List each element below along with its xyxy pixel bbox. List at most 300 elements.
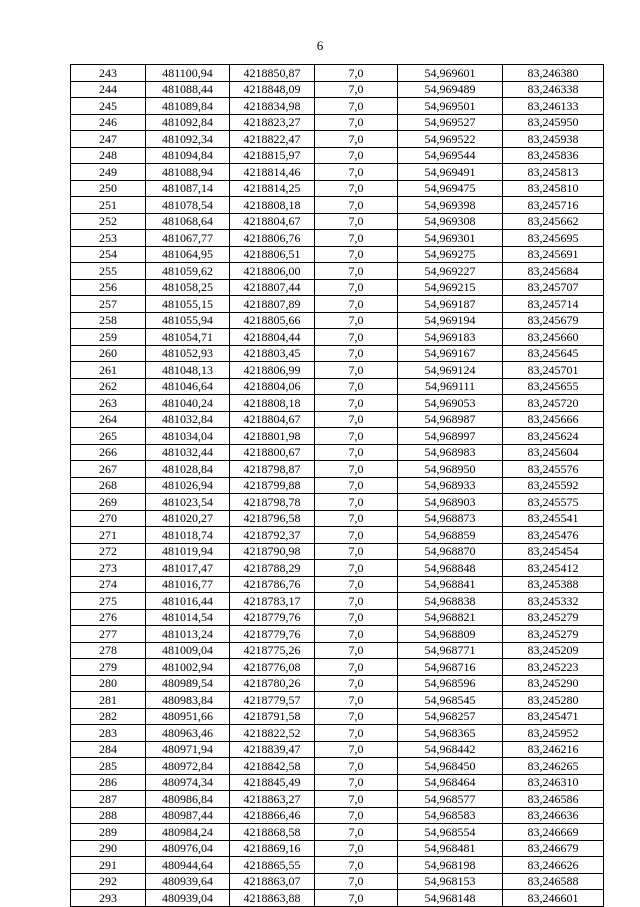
table-row — [71, 824, 604, 841]
y-coordinate-cell: 4218801,98 — [230, 428, 315, 445]
point-number-cell: 285 — [71, 758, 146, 775]
height-cell: 7,0 — [315, 362, 398, 379]
height-cell: 7,0 — [315, 114, 398, 131]
latitude-cell: 54,969111 — [398, 378, 503, 395]
longitude-cell: 83,245541 — [503, 510, 604, 527]
longitude-cell: 83,246310 — [503, 774, 604, 791]
x-coordinate-cell: 481078,54 — [146, 197, 230, 214]
table-row — [71, 395, 604, 412]
height-cell: 7,0 — [315, 296, 398, 313]
table-row — [71, 114, 604, 131]
height-cell: 7,0 — [315, 560, 398, 577]
height-cell: 7,0 — [315, 857, 398, 874]
point-number-cell: 267 — [71, 461, 146, 478]
point-number-cell: 259 — [71, 329, 146, 346]
x-coordinate-cell: 481088,94 — [146, 164, 230, 181]
table-row — [71, 527, 604, 544]
longitude-cell: 83,245810 — [503, 180, 604, 197]
y-coordinate-cell: 4218780,26 — [230, 675, 315, 692]
longitude-cell: 83,245952 — [503, 725, 604, 742]
x-coordinate-cell: 481046,64 — [146, 378, 230, 395]
y-coordinate-cell: 4218839,47 — [230, 741, 315, 758]
latitude-cell: 54,969187 — [398, 296, 503, 313]
x-coordinate-cell: 481016,77 — [146, 576, 230, 593]
longitude-cell: 83,245279 — [503, 626, 604, 643]
latitude-cell: 54,969308 — [398, 213, 503, 230]
y-coordinate-cell: 4218803,45 — [230, 345, 315, 362]
table-row — [71, 197, 604, 214]
height-cell: 7,0 — [315, 98, 398, 115]
height-cell: 7,0 — [315, 246, 398, 263]
y-coordinate-cell: 4218796,58 — [230, 510, 315, 527]
y-coordinate-cell: 4218792,37 — [230, 527, 315, 544]
point-number-cell: 264 — [71, 411, 146, 428]
y-coordinate-cell: 4218790,98 — [230, 543, 315, 560]
longitude-cell: 83,246679 — [503, 840, 604, 857]
y-coordinate-cell: 4218807,44 — [230, 279, 315, 296]
table-row — [71, 708, 604, 725]
y-coordinate-cell: 4218823,27 — [230, 114, 315, 131]
x-coordinate-cell: 481055,94 — [146, 312, 230, 329]
y-coordinate-cell: 4218804,67 — [230, 213, 315, 230]
longitude-cell: 83,246216 — [503, 741, 604, 758]
x-coordinate-cell: 480939,64 — [146, 873, 230, 890]
longitude-cell: 83,245836 — [503, 147, 604, 164]
latitude-cell: 54,968596 — [398, 675, 503, 692]
y-coordinate-cell: 4218808,18 — [230, 197, 315, 214]
latitude-cell: 54,968983 — [398, 444, 503, 461]
longitude-cell: 83,245714 — [503, 296, 604, 313]
latitude-cell: 54,968903 — [398, 494, 503, 511]
y-coordinate-cell: 4218806,99 — [230, 362, 315, 379]
longitude-cell: 83,245332 — [503, 593, 604, 610]
longitude-cell: 83,245223 — [503, 659, 604, 676]
y-coordinate-cell: 4218866,46 — [230, 807, 315, 824]
x-coordinate-cell: 481054,71 — [146, 329, 230, 346]
x-coordinate-cell: 481014,54 — [146, 609, 230, 626]
table-row — [71, 362, 604, 379]
y-coordinate-cell: 4218779,57 — [230, 692, 315, 709]
x-coordinate-cell: 480944,64 — [146, 857, 230, 874]
point-number-cell: 257 — [71, 296, 146, 313]
y-coordinate-cell: 4218807,89 — [230, 296, 315, 313]
longitude-cell: 83,245576 — [503, 461, 604, 478]
latitude-cell: 54,968198 — [398, 857, 503, 874]
y-coordinate-cell: 4218806,51 — [230, 246, 315, 263]
height-cell: 7,0 — [315, 675, 398, 692]
latitude-cell: 54,968933 — [398, 477, 503, 494]
point-number-cell: 247 — [71, 131, 146, 148]
y-coordinate-cell: 4218868,58 — [230, 824, 315, 841]
x-coordinate-cell: 481088,44 — [146, 81, 230, 98]
table-row — [71, 444, 604, 461]
latitude-cell: 54,969489 — [398, 81, 503, 98]
latitude-cell: 54,968987 — [398, 411, 503, 428]
table-row — [71, 873, 604, 890]
x-coordinate-cell: 480987,44 — [146, 807, 230, 824]
height-cell: 7,0 — [315, 642, 398, 659]
latitude-cell: 54,968716 — [398, 659, 503, 676]
point-number-cell: 243 — [71, 65, 146, 82]
height-cell: 7,0 — [315, 213, 398, 230]
point-number-cell: 291 — [71, 857, 146, 874]
point-number-cell: 279 — [71, 659, 146, 676]
x-coordinate-cell: 481092,34 — [146, 131, 230, 148]
table-row — [71, 98, 604, 115]
y-coordinate-cell: 4218804,06 — [230, 378, 315, 395]
longitude-cell: 83,245716 — [503, 197, 604, 214]
longitude-cell: 83,246601 — [503, 890, 604, 907]
x-coordinate-cell: 481023,54 — [146, 494, 230, 511]
x-coordinate-cell: 480951,66 — [146, 708, 230, 725]
y-coordinate-cell: 4218788,29 — [230, 560, 315, 577]
longitude-cell: 83,245720 — [503, 395, 604, 412]
point-number-cell: 252 — [71, 213, 146, 230]
point-number-cell: 276 — [71, 609, 146, 626]
x-coordinate-cell: 481068,64 — [146, 213, 230, 230]
y-coordinate-cell: 4218799,88 — [230, 477, 315, 494]
point-number-cell: 289 — [71, 824, 146, 841]
latitude-cell: 54,969275 — [398, 246, 503, 263]
y-coordinate-cell: 4218804,44 — [230, 329, 315, 346]
point-number-cell: 283 — [71, 725, 146, 742]
longitude-cell: 83,245592 — [503, 477, 604, 494]
x-coordinate-cell: 481016,44 — [146, 593, 230, 610]
table-row — [71, 774, 604, 791]
coordinates-table-body — [71, 65, 604, 907]
y-coordinate-cell: 4218798,78 — [230, 494, 315, 511]
longitude-cell: 83,245701 — [503, 362, 604, 379]
y-coordinate-cell: 4218863,88 — [230, 890, 315, 907]
latitude-cell: 54,968821 — [398, 609, 503, 626]
height-cell: 7,0 — [315, 840, 398, 857]
latitude-cell: 54,968577 — [398, 791, 503, 808]
point-number-cell: 288 — [71, 807, 146, 824]
longitude-cell: 83,245290 — [503, 675, 604, 692]
y-coordinate-cell: 4218808,18 — [230, 395, 315, 412]
latitude-cell: 54,968545 — [398, 692, 503, 709]
longitude-cell: 83,246265 — [503, 758, 604, 775]
x-coordinate-cell: 480976,04 — [146, 840, 230, 857]
point-number-cell: 249 — [71, 164, 146, 181]
table-row — [71, 659, 604, 676]
table-row — [71, 791, 604, 808]
y-coordinate-cell: 4218786,76 — [230, 576, 315, 593]
y-coordinate-cell: 4218822,52 — [230, 725, 315, 742]
table-row — [71, 296, 604, 313]
longitude-cell: 83,245679 — [503, 312, 604, 329]
y-coordinate-cell: 4218842,58 — [230, 758, 315, 775]
table-row — [71, 263, 604, 280]
longitude-cell: 83,245662 — [503, 213, 604, 230]
longitude-cell: 83,245684 — [503, 263, 604, 280]
y-coordinate-cell: 4218804,67 — [230, 411, 315, 428]
x-coordinate-cell: 481019,94 — [146, 543, 230, 560]
longitude-cell: 83,245645 — [503, 345, 604, 362]
latitude-cell: 54,969491 — [398, 164, 503, 181]
height-cell: 7,0 — [315, 428, 398, 445]
longitude-cell: 83,245476 — [503, 527, 604, 544]
y-coordinate-cell: 4218815,97 — [230, 147, 315, 164]
page-number: 6 — [316, 38, 324, 53]
table-row — [71, 131, 604, 148]
x-coordinate-cell: 481017,47 — [146, 560, 230, 577]
point-number-cell: 248 — [71, 147, 146, 164]
x-coordinate-cell: 481018,74 — [146, 527, 230, 544]
longitude-cell: 83,246636 — [503, 807, 604, 824]
table-row — [71, 692, 604, 709]
point-number-cell: 280 — [71, 675, 146, 692]
latitude-cell: 54,968838 — [398, 593, 503, 610]
x-coordinate-cell: 481026,94 — [146, 477, 230, 494]
height-cell: 7,0 — [315, 411, 398, 428]
point-number-cell: 287 — [71, 791, 146, 808]
height-cell: 7,0 — [315, 758, 398, 775]
point-number-cell: 260 — [71, 345, 146, 362]
height-cell: 7,0 — [315, 329, 398, 346]
point-number-cell: 263 — [71, 395, 146, 412]
table-row — [71, 741, 604, 758]
x-coordinate-cell: 481034,04 — [146, 428, 230, 445]
y-coordinate-cell: 4218779,76 — [230, 626, 315, 643]
x-coordinate-cell: 481059,62 — [146, 263, 230, 280]
x-coordinate-cell: 481064,95 — [146, 246, 230, 263]
height-cell: 7,0 — [315, 312, 398, 329]
latitude-cell: 54,969601 — [398, 65, 503, 82]
table-row — [71, 857, 604, 874]
height-cell: 7,0 — [315, 461, 398, 478]
y-coordinate-cell: 4218834,98 — [230, 98, 315, 115]
table-row — [71, 642, 604, 659]
longitude-cell: 83,246380 — [503, 65, 604, 82]
table-row — [71, 329, 604, 346]
x-coordinate-cell: 481032,84 — [146, 411, 230, 428]
table-row — [71, 147, 604, 164]
height-cell: 7,0 — [315, 725, 398, 742]
longitude-cell: 83,245209 — [503, 642, 604, 659]
y-coordinate-cell: 4218806,76 — [230, 230, 315, 247]
x-coordinate-cell: 480971,94 — [146, 741, 230, 758]
point-number-cell: 275 — [71, 593, 146, 610]
table-row — [71, 510, 604, 527]
x-coordinate-cell: 481087,14 — [146, 180, 230, 197]
x-coordinate-cell: 480972,84 — [146, 758, 230, 775]
point-number-cell: 266 — [71, 444, 146, 461]
point-number-cell: 244 — [71, 81, 146, 98]
height-cell: 7,0 — [315, 444, 398, 461]
height-cell: 7,0 — [315, 807, 398, 824]
longitude-cell: 83,246133 — [503, 98, 604, 115]
latitude-cell: 54,969183 — [398, 329, 503, 346]
latitude-cell: 54,968450 — [398, 758, 503, 775]
table-row — [71, 345, 604, 362]
x-coordinate-cell: 480939,04 — [146, 890, 230, 907]
point-number-cell: 284 — [71, 741, 146, 758]
height-cell: 7,0 — [315, 197, 398, 214]
height-cell: 7,0 — [315, 279, 398, 296]
point-number-cell: 281 — [71, 692, 146, 709]
point-number-cell: 268 — [71, 477, 146, 494]
table-row — [71, 725, 604, 742]
height-cell: 7,0 — [315, 345, 398, 362]
longitude-cell: 83,245280 — [503, 692, 604, 709]
point-number-cell: 290 — [71, 840, 146, 857]
point-number-cell: 292 — [71, 873, 146, 890]
y-coordinate-cell: 4218814,25 — [230, 180, 315, 197]
table-row — [71, 494, 604, 511]
y-coordinate-cell: 4218822,47 — [230, 131, 315, 148]
x-coordinate-cell: 481009,04 — [146, 642, 230, 659]
y-coordinate-cell: 4218865,55 — [230, 857, 315, 874]
latitude-cell: 54,968870 — [398, 543, 503, 560]
x-coordinate-cell: 481020,27 — [146, 510, 230, 527]
point-number-cell: 265 — [71, 428, 146, 445]
x-coordinate-cell: 481055,15 — [146, 296, 230, 313]
y-coordinate-cell: 4218869,16 — [230, 840, 315, 857]
longitude-cell: 83,245813 — [503, 164, 604, 181]
y-coordinate-cell: 4218806,00 — [230, 263, 315, 280]
latitude-cell: 54,968464 — [398, 774, 503, 791]
point-number-cell: 250 — [71, 180, 146, 197]
point-number-cell: 245 — [71, 98, 146, 115]
longitude-cell: 83,246586 — [503, 791, 604, 808]
point-number-cell: 251 — [71, 197, 146, 214]
height-cell: 7,0 — [315, 890, 398, 907]
longitude-cell: 83,245454 — [503, 543, 604, 560]
latitude-cell: 54,969475 — [398, 180, 503, 197]
latitude-cell: 54,969527 — [398, 114, 503, 131]
table-row — [71, 378, 604, 395]
table-row — [71, 180, 604, 197]
height-cell: 7,0 — [315, 791, 398, 808]
latitude-cell: 54,969501 — [398, 98, 503, 115]
longitude-cell: 83,245707 — [503, 279, 604, 296]
height-cell: 7,0 — [315, 774, 398, 791]
point-number-cell: 282 — [71, 708, 146, 725]
height-cell: 7,0 — [315, 824, 398, 841]
x-coordinate-cell: 481052,93 — [146, 345, 230, 362]
height-cell: 7,0 — [315, 81, 398, 98]
point-number-cell: 277 — [71, 626, 146, 643]
x-coordinate-cell: 481002,94 — [146, 659, 230, 676]
height-cell: 7,0 — [315, 626, 398, 643]
longitude-cell: 83,245412 — [503, 560, 604, 577]
point-number-cell: 286 — [71, 774, 146, 791]
latitude-cell: 54,968873 — [398, 510, 503, 527]
table-row — [71, 411, 604, 428]
point-number-cell: 293 — [71, 890, 146, 907]
point-number-cell: 255 — [71, 263, 146, 280]
latitude-cell: 54,968257 — [398, 708, 503, 725]
table-row — [71, 81, 604, 98]
point-number-cell: 273 — [71, 560, 146, 577]
y-coordinate-cell: 4218798,87 — [230, 461, 315, 478]
table-row — [71, 626, 604, 643]
x-coordinate-cell: 480983,84 — [146, 692, 230, 709]
latitude-cell: 54,968554 — [398, 824, 503, 841]
height-cell: 7,0 — [315, 395, 398, 412]
point-number-cell: 270 — [71, 510, 146, 527]
point-number-cell: 269 — [71, 494, 146, 511]
table-row — [71, 246, 604, 263]
height-cell: 7,0 — [315, 527, 398, 544]
y-coordinate-cell: 4218805,66 — [230, 312, 315, 329]
height-cell: 7,0 — [315, 494, 398, 511]
height-cell: 7,0 — [315, 180, 398, 197]
height-cell: 7,0 — [315, 593, 398, 610]
latitude-cell: 54,969124 — [398, 362, 503, 379]
latitude-cell: 54,968365 — [398, 725, 503, 742]
longitude-cell: 83,245575 — [503, 494, 604, 511]
height-cell: 7,0 — [315, 510, 398, 527]
table-row — [71, 65, 604, 82]
latitude-cell: 54,968481 — [398, 840, 503, 857]
x-coordinate-cell: 481100,94 — [146, 65, 230, 82]
point-number-cell: 262 — [71, 378, 146, 395]
table-row — [71, 279, 604, 296]
latitude-cell: 54,968148 — [398, 890, 503, 907]
height-cell: 7,0 — [315, 230, 398, 247]
latitude-cell: 54,969301 — [398, 230, 503, 247]
latitude-cell: 54,968809 — [398, 626, 503, 643]
height-cell: 7,0 — [315, 164, 398, 181]
table-row — [71, 560, 604, 577]
longitude-cell: 83,246338 — [503, 81, 604, 98]
y-coordinate-cell: 4218776,08 — [230, 659, 315, 676]
latitude-cell: 54,968442 — [398, 741, 503, 758]
x-coordinate-cell: 481040,24 — [146, 395, 230, 412]
longitude-cell: 83,245666 — [503, 411, 604, 428]
height-cell: 7,0 — [315, 65, 398, 82]
longitude-cell: 83,245938 — [503, 131, 604, 148]
height-cell: 7,0 — [315, 131, 398, 148]
x-coordinate-cell: 481092,84 — [146, 114, 230, 131]
table-row — [71, 543, 604, 560]
longitude-cell: 83,245471 — [503, 708, 604, 725]
table-row — [71, 213, 604, 230]
x-coordinate-cell: 481058,25 — [146, 279, 230, 296]
y-coordinate-cell: 4218791,58 — [230, 708, 315, 725]
y-coordinate-cell: 4218814,46 — [230, 164, 315, 181]
point-number-cell: 253 — [71, 230, 146, 247]
longitude-cell: 83,245950 — [503, 114, 604, 131]
height-cell: 7,0 — [315, 708, 398, 725]
longitude-cell: 83,245624 — [503, 428, 604, 445]
latitude-cell: 54,969522 — [398, 131, 503, 148]
point-number-cell: 254 — [71, 246, 146, 263]
y-coordinate-cell: 4218863,07 — [230, 873, 315, 890]
table-row — [71, 576, 604, 593]
x-coordinate-cell: 480963,46 — [146, 725, 230, 742]
x-coordinate-cell: 481032,44 — [146, 444, 230, 461]
y-coordinate-cell: 4218848,09 — [230, 81, 315, 98]
longitude-cell: 83,245388 — [503, 576, 604, 593]
y-coordinate-cell: 4218845,49 — [230, 774, 315, 791]
x-coordinate-cell: 480984,24 — [146, 824, 230, 841]
y-coordinate-cell: 4218783,17 — [230, 593, 315, 610]
height-cell: 7,0 — [315, 477, 398, 494]
height-cell: 7,0 — [315, 543, 398, 560]
height-cell: 7,0 — [315, 609, 398, 626]
longitude-cell: 83,245691 — [503, 246, 604, 263]
y-coordinate-cell: 4218850,87 — [230, 65, 315, 82]
longitude-cell: 83,245279 — [503, 609, 604, 626]
height-cell: 7,0 — [315, 263, 398, 280]
latitude-cell: 54,968153 — [398, 873, 503, 890]
longitude-cell: 83,246626 — [503, 857, 604, 874]
longitude-cell: 83,245655 — [503, 378, 604, 395]
table-row — [71, 807, 604, 824]
